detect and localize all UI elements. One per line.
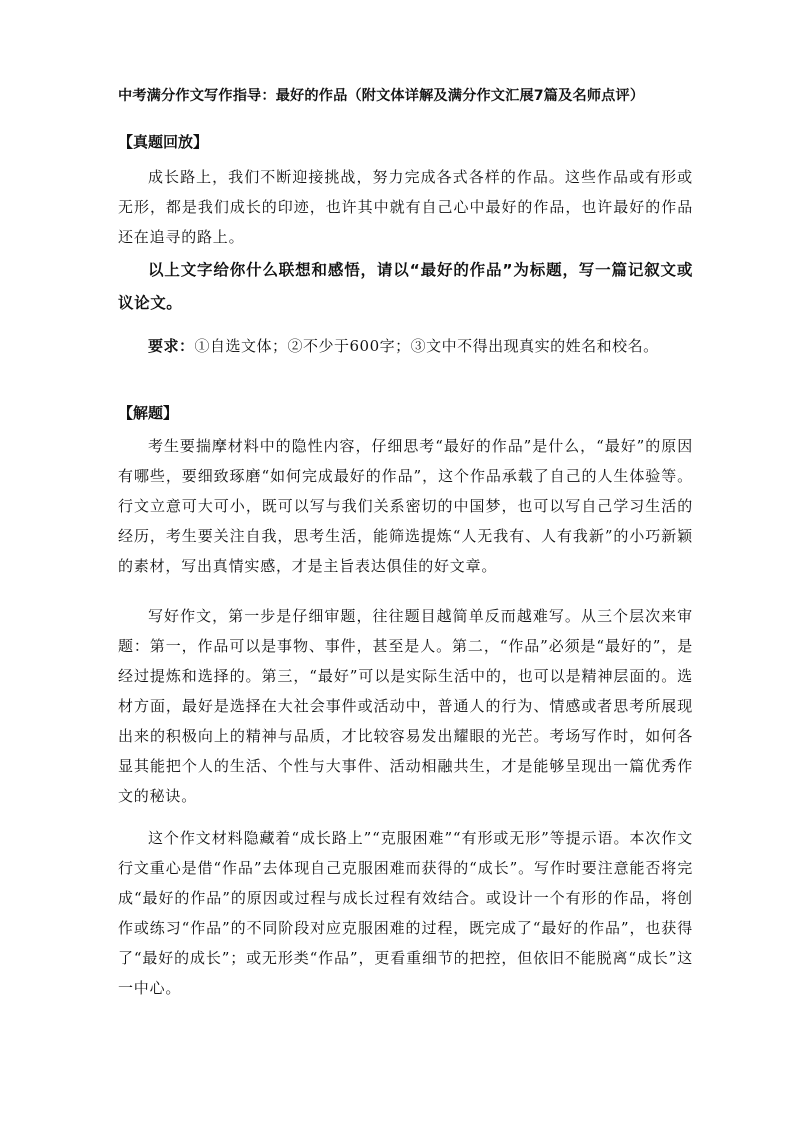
requirements-text: ①自选文体；②不少于600字；③文中不得出现真实的姓名和校名。 (194, 337, 659, 355)
requirements-label: 要求： (148, 337, 195, 355)
analysis-paragraph-1: 考生要揣摩材料中的隐性内容，仔细思考“最好的作品”是什么，“最好”的原因有哪些，要细致琢磨“如何完成最好的作品”，这个作品承载了自己的人生体验等。行文立意可大可小，既可以写与我们关系密切的中国梦，也可以写自己学习生活的经历，考生要关注自我，思考生活，能筛选提炼“人无我有、人有我新”的小巧新颖的素材，写出真情实感，才是主旨表达俱佳的好文章。 (118, 437, 693, 575)
analysis-paragraph-3: 这个作文材料隐藏着“成长路上”“克服困难”“有形或无形”等提示语。本次作文行文重心是借“作品”去体现自己克服困难而获得的“成长”。写作时要注意能否将完成“最好的作品”的原因或过程与成长过程有效结合。或设计一个有形的作品，将创作或练习“作品”的不同阶段对应克服困难的过程，既完成了“最好的作品”，也获得了“最好的成长”；或无形类“作品”，更看重细节的把控，但依旧不能脱离“成长”这一中心。 (118, 829, 693, 997)
document-title: 中考满分作文写作指导：最好的作品（附文体详解及满分作文汇展7篇及名师点评） (118, 88, 645, 104)
section-heading-analysis: 【解题】 (118, 404, 179, 422)
prompt-instruction: 以上文字给你什么联想和感悟，请以“最好的作品”为标题，写一篇记叙文或议论文。 (118, 261, 693, 312)
section-heading-prompt: 【真题回放】 (118, 133, 209, 151)
requirements-line (118, 335, 693, 357)
prompt-paragraph: 成长路上，我们不断迎接挑战，努力完成各式各样的作品。这些作品或有形或无形，都是我们成长的印迹，也许其中就有自己心中最好的作品，也许最好的作品还在追寻的路上。 (118, 168, 693, 246)
analysis-paragraph-2: 写好作文，第一步是仔细审题，往往题目越简单反而越难写。从三个层次来审题：第一，作品可以是事物、事件，甚至是人。第二，“作品”必须是“最好的”，是经过提炼和选择的。第三，“最好”可以是实际生活中的，也可以是精神层面的。选材方面，最好是选择在大社会事件或活动中，普通人的行为、情感或者思考所展现出来的积极向上的精神与品质，才比较容易发出耀眼的光芒。考场写作时，如何各显其能把个人的生活、个性与大事件、活动相融共生，才是能够呈现出一篇优秀作文的秘诀。 (118, 607, 693, 805)
